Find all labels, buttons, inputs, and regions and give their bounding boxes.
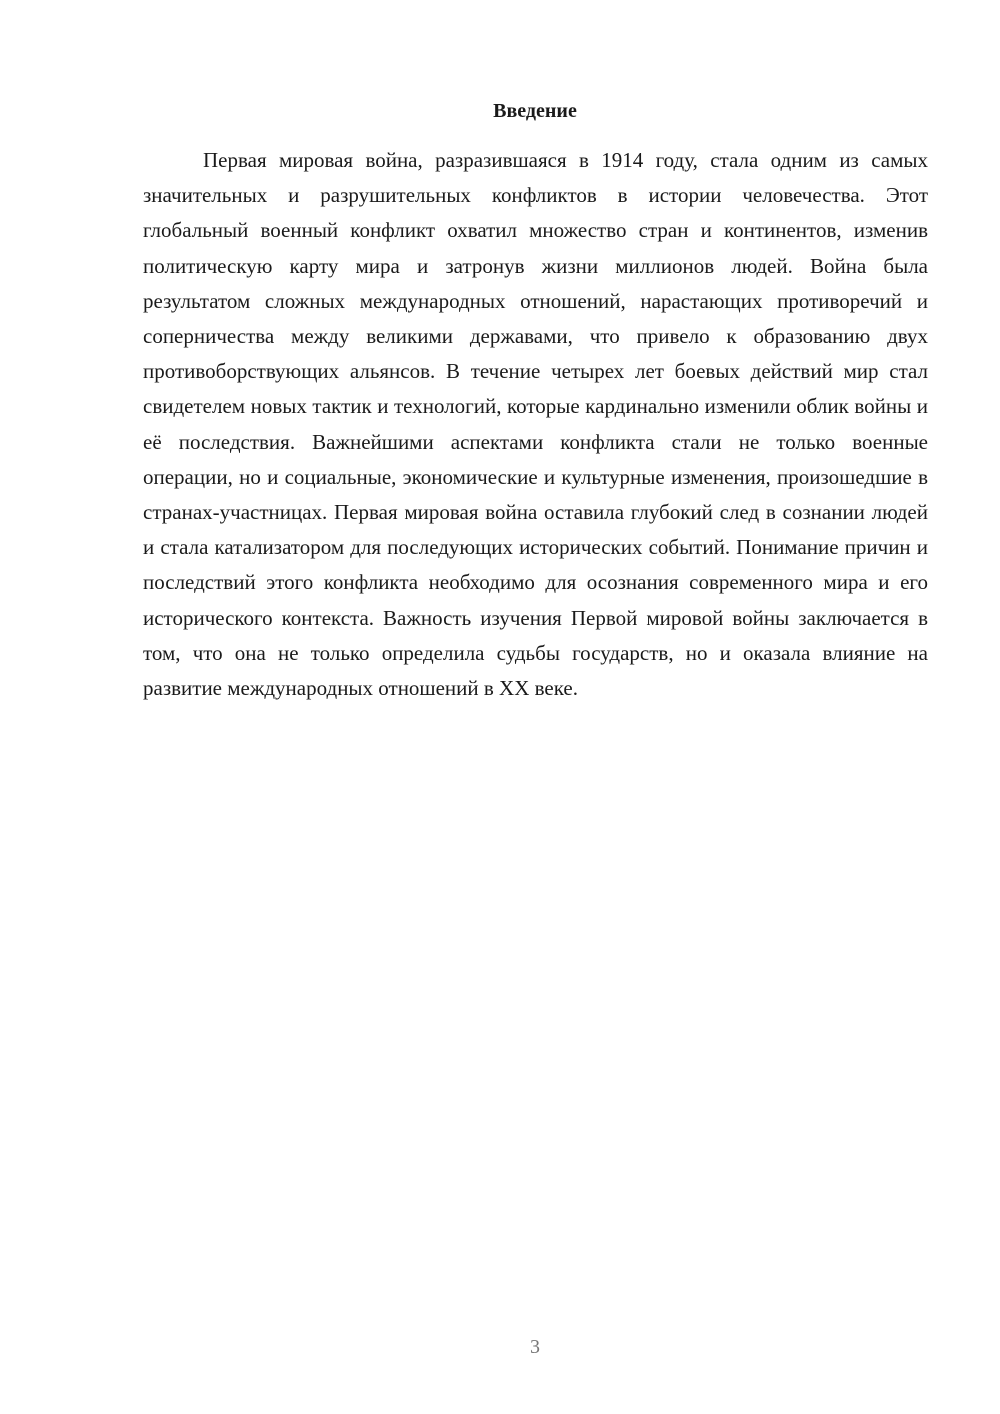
introduction-paragraph: Первая мировая война, разразившаяся в 1914 году, стала одним из самых значительных и разрушительных конфликтов в истории человечества. Этот глобальный военный конфликт охватил множество стран и континентов, изменив политическую карту мира и затронув жизни миллионов людей. Война была результатом сложных международных отношений, нарастающих противоречий и соперничества между великими державами, что привело к образованию двух противоборствующих альянсов. В течение четырех лет боевых действий мир стал свидетелем новых тактик и технологий, которые кардинально изменили облик войны и её последствия. Важнейшими аспектами конфликта стали не только военные операции, но и социальные, экономические и культурные изменения, произошедшие в странах-участницах. Первая мировая война оставила глубокий след в сознании людей и стала катализатором для последующих исторических событий. Понимание причин и последствий этого конфликта необходимо для осознания современного мира и его исторического контекста. Важность изучения Первой мировой войны заключается в том, что она не только определила судьбы государств, но и оказала влияние на развитие международных отношений в XX веке. [143,148,928,701]
section-heading: Введение [493,100,577,122]
page-number: 3 [530,1336,540,1358]
